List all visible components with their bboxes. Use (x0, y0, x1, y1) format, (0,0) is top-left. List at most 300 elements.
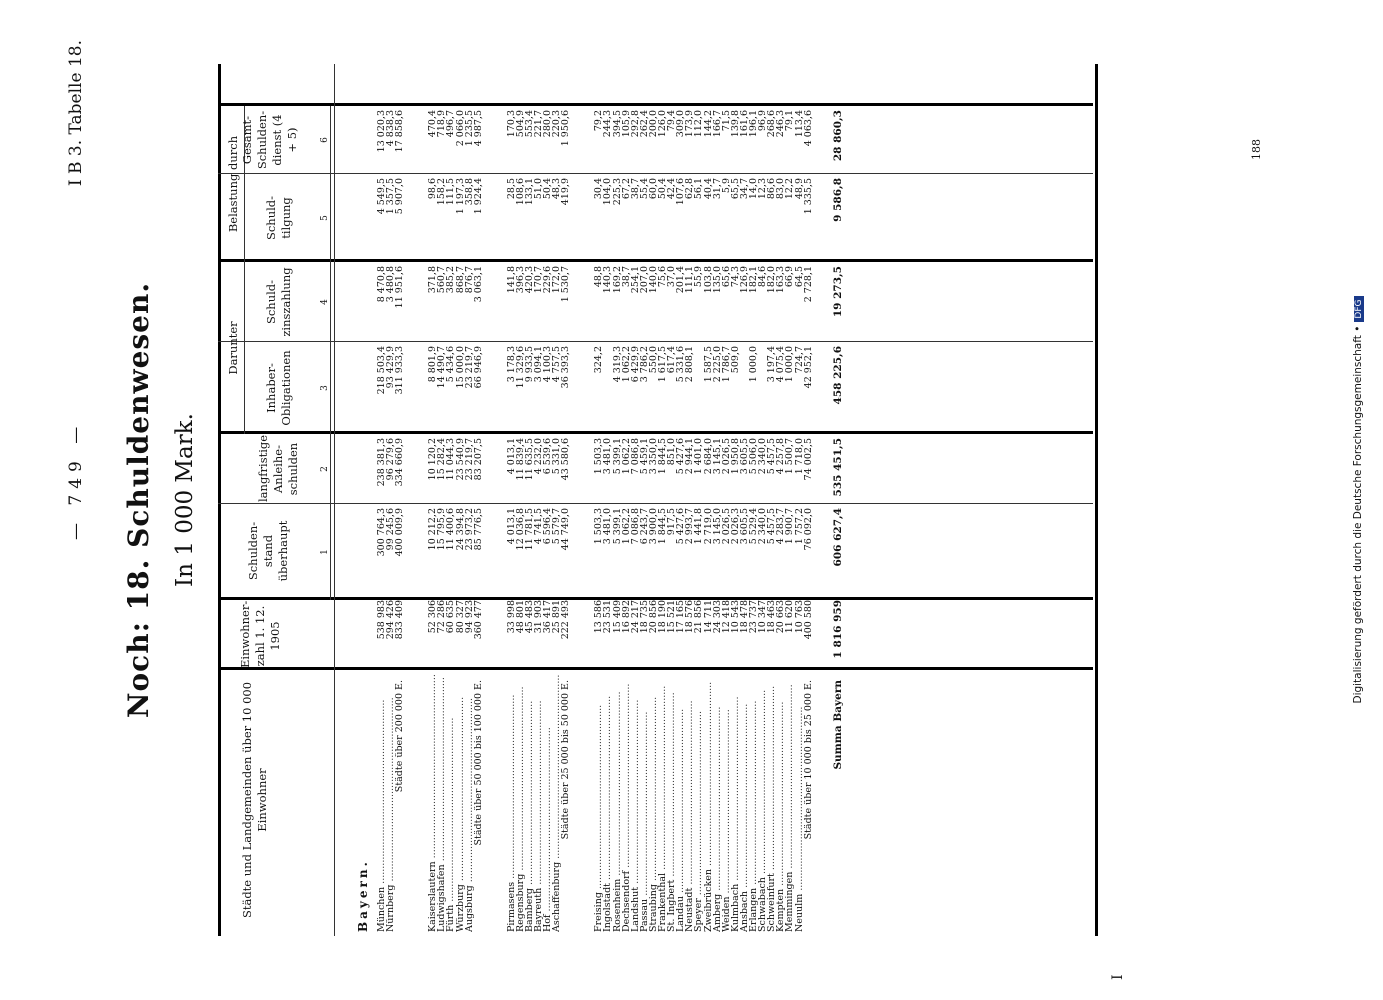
table-reference: I B 3. Tabelle 18. (66, 40, 86, 187)
cell-c6: 244,3 (602, 110, 614, 138)
cell-c6: 28 860,3 (831, 110, 844, 162)
cell-c6: 139,8 (729, 110, 741, 138)
cell-c5: 31,7 (711, 178, 723, 200)
cell-c5: 86,6 (766, 178, 778, 200)
cell-c5: 60,0 (647, 178, 659, 200)
cell-c4: 169,2 (611, 266, 623, 294)
cell-c3: 4 100,3 (542, 346, 554, 383)
cell-c3: 324,2 (593, 346, 605, 374)
cell-ew: 17 165 (675, 600, 687, 634)
cell-c4: 163,3 (775, 266, 787, 294)
cell-ew: 18 478 (738, 600, 750, 634)
cell-c6: 1 235,5 (463, 110, 475, 147)
cell-ew: 18 463 (766, 600, 778, 634)
row-name: Schweinfurt ..... (767, 682, 776, 932)
cell-ew: 36 417 (542, 600, 554, 634)
cell-c4: 385,2 (445, 266, 457, 294)
cell-c6: 144,2 (702, 110, 714, 138)
cell-c1: 2 993,7 (684, 508, 696, 545)
row-name: Dechsendorf ..... (622, 682, 631, 932)
row-name: Augsburg ..... (465, 682, 474, 932)
cell-c5: 111,5 (445, 178, 457, 206)
cell-c5: 104,0 (602, 178, 614, 206)
cell-c4: 3 063,1 (472, 266, 484, 303)
cell-c6: 220,3 (551, 110, 563, 138)
cell-c1: 1 503,3 (593, 508, 605, 545)
row-name: Hof ..... (543, 682, 552, 932)
table-title: Noch: 18. Schuldenwesen. (122, 281, 155, 719)
group-title: Bayern. (356, 859, 370, 932)
cell-c5: 5,9 (720, 178, 732, 194)
cell-c2: 5 427,6 (675, 438, 687, 475)
cell-c6: 394,5 (611, 110, 623, 138)
cell-c6: 161,6 (738, 110, 750, 138)
cell-c3: 724,7 (793, 346, 805, 374)
cell-c1: 23 973,2 (463, 508, 475, 551)
col2-header: langfristige Anleihe- schulden (256, 434, 300, 502)
cell-c2: 2 026,5 (720, 438, 732, 475)
cell-c5: 1 924,4 (472, 178, 484, 215)
cell-c4: 65,6 (720, 266, 732, 288)
cell-c4: 111,1 (684, 266, 696, 294)
cell-c1: 3 481,0 (602, 508, 614, 545)
cell-c2: 10 120,2 (427, 438, 439, 481)
cell-c3: 4 757,5 (551, 346, 563, 383)
cell-c2: 238 381,3 (376, 438, 387, 487)
cell-c1: 10 212,2 (427, 508, 439, 551)
cell-ew: 48 801 (514, 600, 526, 634)
cell-c1: 1 062,2 (620, 508, 632, 545)
header-bottom-line (334, 64, 335, 936)
cell-c6: 4 838,3 (385, 110, 397, 147)
cell-c3: 1 062,2 (620, 346, 632, 383)
cell-c3: 8 801,9 (427, 346, 439, 383)
cell-c6: 71,5 (720, 110, 732, 132)
cell-ew: 33 998 (505, 600, 517, 634)
cell-c1: 2 340,0 (757, 508, 769, 545)
cell-c1: 85 776,5 (472, 508, 484, 551)
cell-c4: 103,8 (702, 266, 714, 294)
cell-c6: 166,7 (711, 110, 723, 138)
cell-c4: 876,7 (463, 266, 475, 294)
cell-c2: 1 401,0 (693, 438, 705, 475)
row-name: Freising ..... (594, 682, 603, 932)
cell-c5: 108,6 (514, 178, 526, 206)
row-name: Neustadt ..... (685, 682, 694, 932)
cell-c1: 99 245,6 (385, 508, 397, 551)
cell-c1: 3 605,5 (738, 508, 750, 545)
cell-c1: 4 013,1 (505, 508, 517, 545)
cell-c4: 37,0 (666, 266, 678, 288)
cell-c1: 606 627,4 (831, 508, 844, 567)
cell-c1: 12 036,8 (514, 508, 526, 551)
cell-ew: 13 586 (593, 600, 605, 634)
cell-ew: 94 923 (463, 600, 475, 634)
row-name: St. Ingbert ..... (667, 682, 676, 932)
col3-header: Inhaber- Obligationen (264, 350, 293, 426)
page-header (60, 40, 100, 960)
cell-c1: 6 596,4 (542, 508, 554, 545)
name-column-header: Städte und Landgemeinden über 10 000 Einwohner (240, 681, 269, 919)
row-name: Kempten ..... (776, 682, 785, 932)
cell-c4: 48,8 (593, 266, 605, 288)
cell-c2: 334 660,9 (394, 438, 406, 487)
cell-c6: 1 950,6 (560, 110, 572, 147)
cell-ew: 20 663 (775, 600, 787, 634)
dotted-rule (1052, 72, 1066, 932)
row-name: Würzburg ..... (456, 682, 465, 932)
cell-c3: 3 786,2 (638, 346, 650, 383)
summary-row (831, 64, 844, 932)
row-name: Amberg ..... (713, 682, 722, 932)
cell-c4: 19 273,5 (831, 266, 844, 318)
col6-number: 6 (320, 137, 330, 143)
cell-c4: 126,9 (738, 266, 750, 294)
cell-ew: 80 327 (454, 600, 466, 634)
row-name: Summa Bayern (831, 680, 844, 770)
cell-ew: 60 635 (445, 600, 457, 634)
cell-c6: 173,9 (684, 110, 696, 138)
cell-c1: 5 399,1 (611, 508, 623, 545)
cell-c2: 5 506,0 (748, 438, 759, 475)
cell-c6: 496,7 (445, 110, 457, 138)
cell-c2: 5 331,0 (551, 438, 563, 475)
cell-ew: 24 303 (711, 600, 723, 634)
cell-c6: 262,4 (638, 110, 650, 138)
cell-c2: 11 839,4 (514, 438, 526, 481)
row-name: Straubing ..... (649, 682, 658, 932)
cell-c2: 15 282,4 (436, 438, 448, 481)
cell-c5: 98,6 (427, 178, 439, 200)
cell-ew: 23 531 (602, 600, 614, 634)
col6-header: Gesamt- Schulden- dienst (4 + 5) (240, 110, 299, 170)
cell-c5: 225,3 (611, 178, 623, 206)
cell-c1: 1 757,2 (793, 508, 805, 545)
cell-c5: 40,4 (702, 178, 714, 200)
row-name: Neuulm ..... (795, 682, 804, 932)
row-name: Städte über 50 000 bis 100 000 E. (472, 680, 484, 846)
cell-ew: 10 763 (793, 600, 805, 634)
cell-c3: 617,4 (666, 346, 678, 374)
cell-c6: 292,8 (629, 110, 641, 138)
summary-row (804, 64, 813, 932)
cell-c6: 196,1 (748, 110, 759, 138)
cell-c4: 2 728,1 (802, 266, 814, 303)
cell-ew: 24 217 (629, 600, 641, 634)
cell-c4: 371,8 (427, 266, 439, 294)
cell-c1: 6 243,7 (638, 508, 650, 545)
summary-row (474, 64, 483, 932)
cell-c6: 268,6 (766, 110, 778, 138)
cell-ew: 45 483 (523, 600, 535, 634)
col2-number: 2 (320, 466, 330, 472)
cell-c2: 4 232,0 (533, 438, 544, 475)
table-unit: In 1 000 Mark. (172, 413, 198, 587)
cell-c4: 74,3 (729, 266, 741, 288)
cell-c5: 158,2 (436, 178, 448, 206)
cell-c5: 5 907,0 (394, 178, 406, 215)
cell-ew: 18 576 (684, 600, 696, 634)
cell-c3: 2 225,0 (711, 346, 723, 383)
cell-c4: 3 480,8 (385, 266, 397, 303)
col1-number: 1 (320, 549, 330, 555)
cell-ew: 16 892 (620, 600, 632, 634)
cell-c4: 75,6 (657, 266, 668, 288)
cell-c1: 1 900,7 (784, 508, 796, 545)
cell-c2: 1 062,2 (620, 438, 632, 475)
row-name: Bayreuth ..... (534, 682, 543, 932)
row-name: Schwabach ..... (758, 682, 767, 932)
cell-c6: 309,0 (675, 110, 687, 138)
col1-header: Schulden- stand überhaupt (246, 520, 290, 582)
cell-c2: 23 540,9 (454, 438, 466, 481)
row-name: Ingolstadt ..... (603, 682, 612, 932)
cell-ew: 52 306 (427, 600, 439, 634)
cell-c3: 311 933,3 (394, 346, 406, 395)
cell-c4: 140,3 (602, 266, 614, 294)
cell-c1: 2 026,3 (729, 508, 741, 545)
cell-c4: 1 530,7 (560, 266, 572, 303)
cell-c4: 140,0 (647, 266, 659, 294)
row-name: Nürnberg ..... (386, 682, 395, 932)
cell-c3: 4 319,3 (611, 346, 623, 383)
cell-c3: 509,0 (729, 346, 741, 374)
cell-c4: 868,7 (454, 266, 466, 294)
cell-c6: 17 858,6 (394, 110, 406, 153)
cell-c3: 1 000,0 (748, 346, 759, 383)
cell-c6: 4 987,5 (472, 110, 484, 147)
col4-number: 4 (320, 299, 330, 305)
cell-c5: 1 335,5 (802, 178, 814, 215)
cell-c1: 4 283,7 (775, 508, 787, 545)
cell-c2: 3 350,0 (647, 438, 659, 475)
cell-ew: 294 426 (385, 600, 397, 640)
cell-c3: 3 094,1 (533, 346, 544, 383)
row-name: Städte über 10 000 bis 25 000 E. (802, 680, 814, 840)
cell-c2: 7 086,8 (629, 438, 641, 475)
cell-ew: 18 735 (638, 600, 650, 634)
cell-c6: 246,3 (775, 110, 787, 138)
cell-c1: 76 092,0 (802, 508, 814, 551)
cell-ew: 538 983 (376, 600, 387, 640)
footer-text: Digitalisierung gefördert durch die Deutsche Forschungsgemeinschaft • (1352, 325, 1364, 704)
row-name: Pirmasens ..... (507, 682, 516, 932)
cell-c1: 5 457,5 (766, 508, 778, 545)
cell-c5: 12,3 (757, 178, 769, 200)
cell-c1: 24 394,8 (454, 508, 466, 551)
cell-c5: 4 549,5 (376, 178, 387, 215)
cell-c5: 1 197,3 (454, 178, 466, 215)
darunter-header: Darunter (226, 321, 240, 375)
cell-c3: 9 933,5 (523, 346, 535, 383)
cell-c4: 560,7 (436, 266, 448, 294)
cell-c4: 172,0 (551, 266, 563, 294)
cell-c2: 3 481,0 (602, 438, 614, 475)
cell-c3: 14 490,7 (436, 346, 448, 389)
cell-c3: 218 503,4 (376, 346, 387, 395)
cell-c5: 51,0 (533, 178, 544, 200)
row-name: Weiden ..... (722, 682, 731, 932)
cell-c1: 44 749,0 (560, 508, 572, 551)
cell-c3: 2 808,1 (684, 346, 696, 383)
row-name: Kulmbach ..... (731, 682, 740, 932)
row-name: Memmingen ..... (785, 682, 794, 932)
cell-c5: 50,4 (657, 178, 668, 200)
cell-c2: 1 500,7 (784, 438, 796, 475)
cell-c4: 182,1 (748, 266, 759, 294)
cell-ew: 18 190 (657, 600, 668, 634)
cell-c5: 42,4 (666, 178, 678, 200)
cell-c2: 4 013,1 (505, 438, 517, 475)
row-name: Erlangen ..... (749, 682, 758, 932)
cell-c2: 74 002,5 (802, 438, 814, 481)
cell-c1: 11 781,5 (523, 508, 535, 551)
row-name: Ansbach ..... (740, 682, 749, 932)
cell-c5: 34,7 (738, 178, 750, 200)
cell-c4: 64,5 (793, 266, 805, 288)
cell-c2: 4 257,8 (775, 438, 787, 475)
cell-c2: 5 399,1 (611, 438, 623, 475)
margin-mark: I (1110, 974, 1126, 980)
cell-c5: 133,1 (523, 178, 535, 206)
cell-c6: 112,0 (693, 110, 705, 138)
cell-c6: 470,4 (427, 110, 439, 138)
cell-c2: 83 207,5 (472, 438, 484, 481)
cell-c3: 66 946,9 (472, 346, 484, 389)
cell-c4: 11 951,6 (394, 266, 406, 309)
cell-ew: 360 477 (472, 600, 484, 640)
cell-c6: 126,0 (657, 110, 668, 138)
cell-c2: 5 459,1 (638, 438, 650, 475)
cell-c1: 3 900,0 (647, 508, 659, 545)
cell-c3: 6 429,9 (629, 346, 641, 383)
cell-c2: 11 635,5 (523, 438, 535, 481)
cell-c2: 3 145,1 (711, 438, 723, 475)
cell-c4: 254,1 (629, 266, 641, 294)
row-name: Städte über 200 000 E. (394, 680, 406, 793)
cell-c5: 65,5 (729, 178, 741, 200)
row-name: Kaiserslautern ..... (428, 682, 437, 932)
cell-c2: 1 718,0 (793, 438, 805, 475)
cell-c6: 79,1 (784, 110, 796, 132)
cell-c5: 55,4 (638, 178, 650, 200)
cell-c5: 48,9 (793, 178, 805, 200)
cell-ew: 21 856 (693, 600, 705, 634)
cell-c3: 1 617,5 (657, 346, 668, 383)
row-name: Zweibrücken ..... (704, 682, 713, 932)
cell-c6: 4 063,6 (802, 110, 814, 147)
dfg-logo: DFG (1354, 297, 1364, 322)
cell-c2: 3 605,5 (738, 438, 750, 475)
cell-c2: 2 684,0 (702, 438, 714, 475)
cell-c3: 458 225,6 (831, 346, 844, 405)
cell-c4: 66,9 (784, 266, 796, 288)
cell-c5: 419,9 (560, 178, 572, 206)
cell-c2: 2 944,1 (684, 438, 696, 475)
cell-c3: 3 197,4 (766, 346, 778, 383)
cell-c1: 2 719,0 (702, 508, 714, 545)
col3-number: 3 (320, 385, 330, 391)
cell-ew: 25 891 (551, 600, 563, 634)
cell-c1: 3 145,0 (711, 508, 723, 545)
cell-c1: 11 400,6 (445, 508, 457, 551)
page-number: — 749 — (66, 420, 86, 540)
cell-ew: 14 711 (702, 600, 714, 634)
cell-c3: 15 000,0 (454, 346, 466, 389)
cell-c5: 62,8 (684, 178, 696, 200)
cell-c1: 5 579,7 (551, 508, 563, 545)
cell-c4: 207,0 (638, 266, 650, 294)
cell-c5: 30,4 (593, 178, 605, 200)
cell-c3: 1 587,5 (702, 346, 714, 383)
cell-ew: 10 543 (729, 600, 741, 634)
cell-c5: 50,4 (542, 178, 554, 200)
cell-c6: 200,0 (647, 110, 659, 138)
cell-c6: 280,0 (542, 110, 554, 138)
cell-c1: 400 009,9 (394, 508, 406, 557)
cell-c2: 2 340,0 (757, 438, 769, 475)
cell-c2: 1 503,3 (593, 438, 605, 475)
cell-c4: 420,3 (523, 266, 535, 294)
cell-c6: 79,2 (593, 110, 605, 132)
cell-c6: 113,4 (793, 110, 805, 138)
row-name: Bamberg ..... (525, 682, 534, 932)
cell-c1: 2 026,5 (720, 508, 732, 545)
col5-number: 5 (320, 215, 330, 221)
cell-c5: 1 357,5 (385, 178, 397, 215)
summary-row (561, 64, 570, 932)
cell-c5: 83,0 (775, 178, 787, 200)
cell-c5: 358,8 (463, 178, 475, 206)
row-name: München ..... (377, 682, 386, 932)
cell-ew: 20 856 (647, 600, 659, 634)
cell-c3: 1 786,7 (720, 346, 732, 383)
cell-ew: 222 493 (560, 600, 572, 640)
cell-c4: 38,7 (620, 266, 632, 288)
cell-c5: 67,2 (620, 178, 632, 200)
cell-c4: 182,0 (766, 266, 778, 294)
cell-c5: 12,2 (784, 178, 796, 200)
cell-c2: 1 950,8 (729, 438, 741, 475)
cell-c4: 141,8 (505, 266, 517, 294)
row-name: Fürth ..... (446, 682, 455, 932)
cell-c4: 84,6 (757, 266, 769, 288)
digitization-footer (1352, 40, 1364, 960)
row-name: Städte über 25 000 bis 50 000 E. (560, 680, 572, 840)
cell-c3: 3 178,3 (505, 346, 517, 383)
cell-ew: 400 580 (802, 600, 814, 640)
cell-c2: 43 580,6 (560, 438, 572, 481)
cell-c4: 229,6 (542, 266, 554, 294)
cell-c4: 396,3 (514, 266, 526, 294)
cell-c5: 107,6 (675, 178, 687, 206)
summary-row (395, 64, 404, 932)
cell-c3: 4 075,4 (775, 346, 787, 383)
cell-ew: 15 409 (611, 600, 623, 634)
cell-c5: 38,7 (629, 178, 641, 200)
cell-ew: 10 347 (757, 600, 769, 634)
row-name: Aschaffenburg ..... (552, 682, 561, 932)
cell-ew: 11 620 (784, 600, 796, 634)
cell-c6: 170,3 (505, 110, 517, 138)
cell-c4: 8 470,8 (376, 266, 387, 303)
cell-c3: 11 329,6 (514, 346, 526, 389)
cell-c5: 28,5 (505, 178, 517, 200)
row-name: Ludwigshafen ..... (437, 682, 446, 932)
cell-c1: 917,5 (666, 508, 678, 536)
cell-c6: 221,7 (533, 110, 544, 138)
cell-c5: 48,3 (551, 178, 563, 200)
